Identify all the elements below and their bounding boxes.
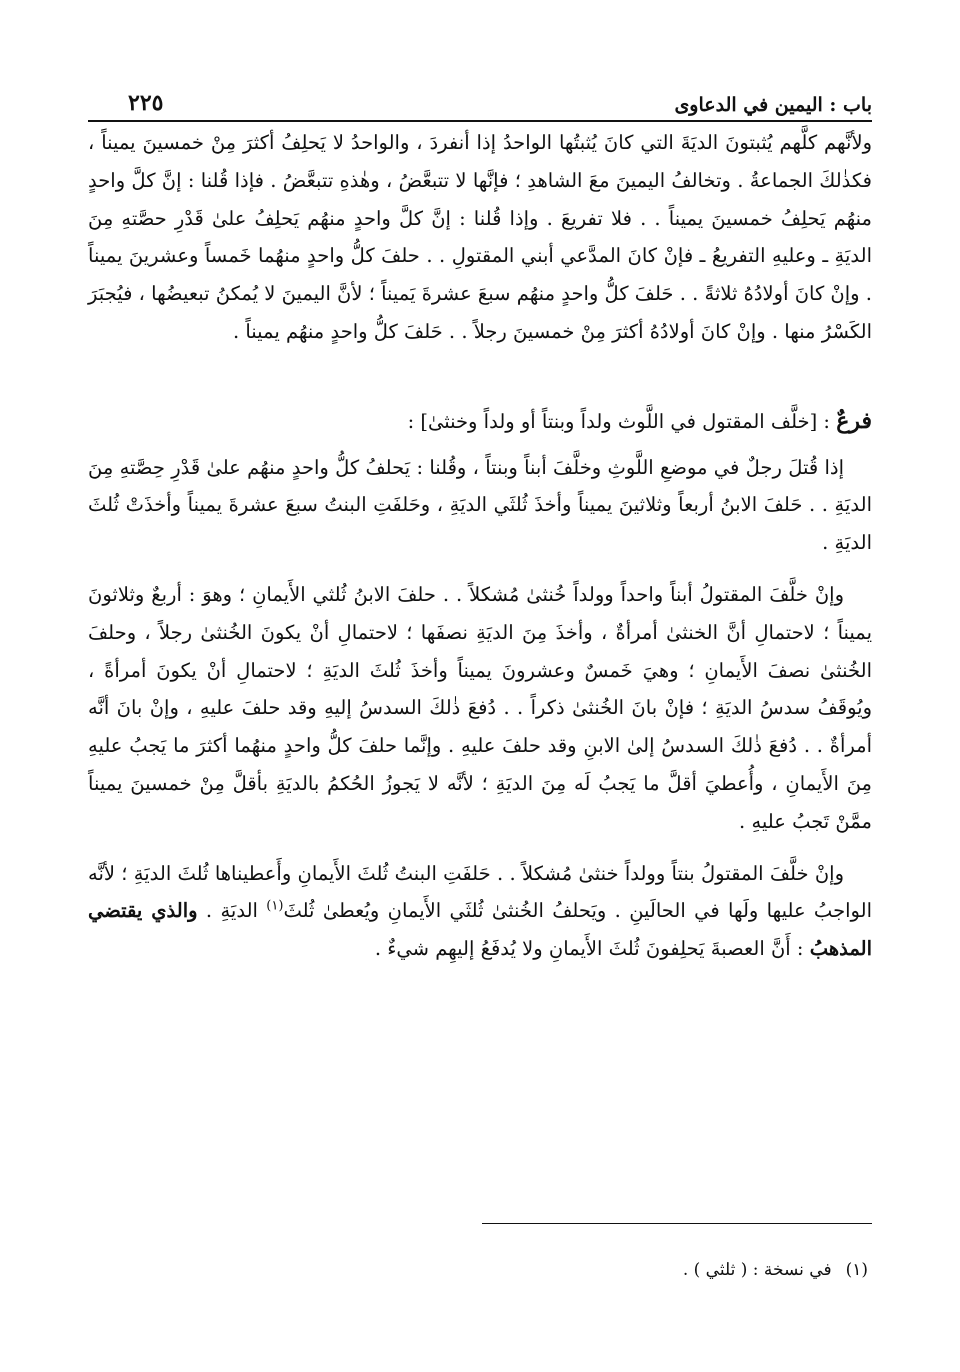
footnote-divider — [482, 1223, 872, 1224]
paragraph-1: ولأنَّهم كلَّهم يُثبتونَ الديَةَ التي كانَ يُثبتُها الواحدُ إذا أنفردَ ، والواحدُ لا يَحلِفُ أكثرَ مِنْ خمسينَ يميناً ، فكذٰلكَ الجماعةُ . وتخالفُ اليمينَ معَ الشاهدِ ؛ فإنَّها لا تتبعَّضُ ، وهٰذهِ تتبعَّضُ . فإذا قُلنا : إنَّ كلَّ واحدٍ منهُم يَحلِفُ خمسينَ يميناً . . فلا تفريعَ . وإذا قُلنا : إنَّ كلَّ واحدٍ منهُم يَحلِفُ علىٰ قَدْرِ حصَّتهِ مِنَ الديَةِ ـ وعليهِ التفريعُ ـ فإنْ كانَ المدَّعي أبني المقتولِ . . حلفَ كلُّ واحدٍ منهُما خَمساً وعشرينَ يميناً . وإنْ كانَ أولادُهُ ثلاثةً . . حَلفَ كلُّ واحدٍ منهُم سبعَ عشرةَ يَميناً ؛ لأنَّ اليمينَ لا يُمكنُ تبعيضُها ، فيُجبَرَ الكَسْرُ منها . وإنْ كانَ أولادُهُ أكثرَ مِنْ خمسينَ رجلاً . . حَلفَ كلُّ واحدٍ منهُم يميناً . — [88, 131, 872, 343]
paragraph-4-emphasis: والذي يقتضي المذهبُ — [88, 899, 872, 961]
paragraph-3: وإنْ خلَّفَ المقتولُ أبناً واحداً وولداً خُنثىٰ مُشكلاً . . حلفَ الابنُ ثُلثي الأَيمانِ ؛ وهوَ : أربعٌ وثلاثونَ يميناً ؛ لاحتمالِ أنَّ الخنثىٰ أمرأةٌ ، وأخذَ مِنَ الديَةِ نصفَها ؛ لاحتمالِ أنْ يكونَ الخُنثىٰ رجلاً ، وحلفَ الخُنثىٰ نصفَ الأَيمانِ ؛ وهيَ خَمسٌ وعشرونَ يميناً وأخذَ ثُلثَ الديَةِ ؛ لاحتمالِ أنْ يكونَ أمرأةً ، ويُوقَفُ سدسُ الديَةِ ؛ فإنْ بانَ الخُنثىٰ ذكراً . . دُفعَ ذٰلكَ السدسُ إليهِ وقد حلفَ عليهِ ، وإنْ بانَ أنَّه أمرأةٌ . . دُفعَ ذٰلكَ السدسُ إلىٰ الابنِ وقد حلفَ عليهِ . وإنَّما حلفَ كلُّ واحدٍ منهُما أكثرَ ما يَجبُ عليهِ مِنَ الأَيمانِ ، وأُعطيَ أقلَّ ما يَجبُ لَه مِنَ الديَةِ ؛ لأنَّه لا يَجوزُ الحُكمُ بالديَةِ بأقلَّ مِنْ خمسينَ يميناً ممَّنْ تَجبُ عليهِ . — [88, 582, 872, 833]
paragraph-2: إذا قُتلَ رجلٌ في موضعِ اللَّوثِ وخلَّفَ أبناً وبنتاً ، وقُلنا : يَحلفُ كلُّ واحدٍ منهُم علىٰ قَدْرِ حِصَّتهِ مِنَ الديَةِ . . حَلفَ الابنُ أربعاً وثلاثينَ يميناً وأخذَ ثُلثَي الديَةِ ، وحَلفَتِ البنتُ سبعَ عشرةَ يميناً وأخذَتْ ثُلثَ الديَةِ . — [88, 455, 872, 555]
header-divider — [88, 120, 872, 122]
footnote-text: في نسخة : ( ثلثي ) . — [682, 1260, 832, 1280]
paragraph-4-text-b: الديَةِ . — [197, 899, 267, 923]
page-header — [88, 82, 872, 116]
branch-label: فرعٌ — [836, 407, 872, 434]
footnote-number: (١) — [845, 1260, 868, 1280]
main-text — [88, 124, 872, 980]
branch-title: : [خلَّف المقتول في اللَّوث ولداً وبنتاً أو ولداً وخنثىٰ] : — [407, 409, 837, 433]
paragraph-4-text-c: : أَنَّ العصبةَ يَحلِفونَ ثُلثَ الأَيمانِ ولا يُدفَعُ إليهِم شيءٌ . — [374, 937, 810, 961]
paragraph-4-text-a: وإنْ خلَّفَ المقتولُ بنتاً وولداً خنثىٰ مُشكلاً . . حَلفَتِ البنتُ ثُلثَ الأَيمانِ وأَعطيناها ثُلثَ الديَةِ ؛ لأنَّه الواجبُ عليها ولَها في الحالَينِ . ويَحلفُ الخُنثىٰ ثُلثَي الأَيمانِ ويُعطىٰ ثُلثَ — [88, 861, 872, 923]
footnote — [88, 1256, 868, 1284]
page-number: ٢٢٥ — [128, 90, 164, 116]
footnote-reference[interactable]: (١) — [266, 898, 284, 914]
branch-heading — [88, 403, 872, 441]
paragraph-4 — [88, 855, 872, 968]
chapter-title: باب : اليمين في الدعاوى — [674, 94, 872, 116]
